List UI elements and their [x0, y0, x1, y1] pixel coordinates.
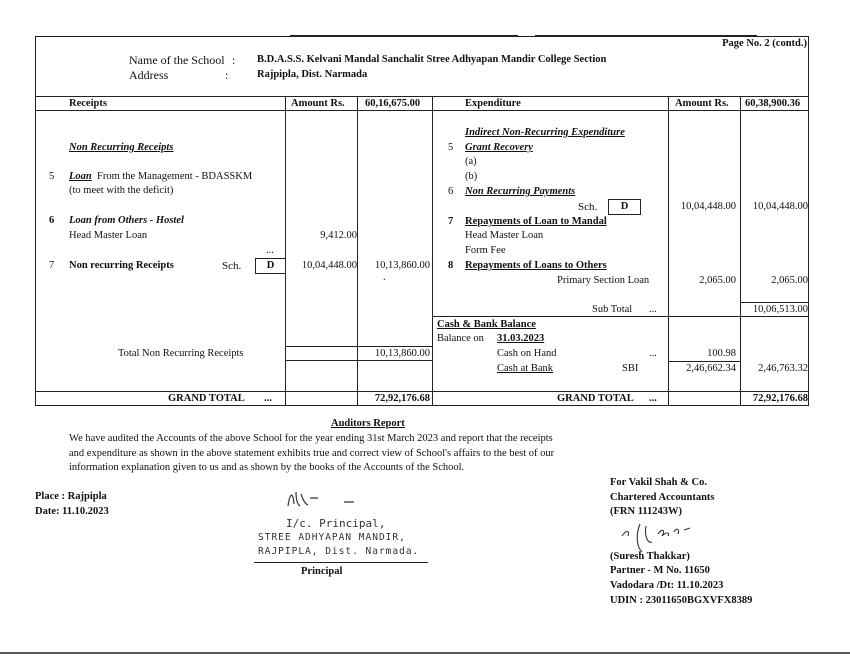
receipt-total-value: 10,13,860.00: [374, 348, 430, 359]
receipt-item7-no: 7: [49, 260, 55, 271]
receipt-item6-no: 6: [49, 215, 55, 226]
col-amount-expenditure: Amount Rs.: [675, 98, 729, 109]
vrule-exp-total: [740, 96, 741, 406]
exp-item6-amount: 10,04,448.00: [680, 201, 736, 212]
exp-item8-amount: 2,065.00: [699, 275, 736, 286]
stamp-line3: RAJPIPLA, Dist. Narmada.: [258, 546, 420, 557]
auditor-signature: [618, 522, 708, 554]
auditor-name: (Suresh Thakkar): [610, 551, 690, 562]
receipt-grand-total-value: 72,92,176.68: [374, 393, 430, 404]
subtotal-rule-bottom: [432, 316, 809, 317]
col-expenditure: Expenditure: [465, 98, 521, 109]
receipt-item7-label: Non recurring Receipts: [69, 260, 174, 271]
vrule-middle: [432, 96, 433, 406]
exp-grand-total-value: 72,92,176.68: [752, 393, 808, 404]
date: Date: 11.10.2023: [35, 506, 109, 517]
school-label: Name of the School: [129, 53, 225, 67]
school-name: B.D.A.S.S. Kelvani Mandal Sanchalit Stree Adhyapan Mandir College Section: [257, 54, 607, 65]
auditors-line2: and expenditure as shown in the above statement exhibits true and correct view of School's affairs to the best of our: [69, 448, 555, 459]
exp-item5-a: (a): [465, 156, 477, 167]
receipt-item5-sub: (to meet with the deficit): [69, 185, 174, 196]
auditors-line3: information explanation given to us and as shown by the books of the Accounts of the School.: [69, 462, 465, 473]
exp-item8-sub: Primary Section Loan: [557, 275, 650, 286]
cash-sum-rule: [668, 361, 740, 362]
column-head-rule: [35, 110, 809, 111]
subtotal-dots: ...: [649, 304, 657, 315]
exp-item6-label: Non Recurring Payments: [465, 186, 576, 197]
receipt-item5: [69, 171, 252, 182]
firm-frn: (FRN 111243W): [610, 506, 683, 517]
cash-at-bank-label: Cash at Bank: [497, 363, 553, 374]
bank-name: SBI: [622, 363, 639, 374]
expenditure-heading: Indirect Non-Recurring Expenditure: [465, 127, 625, 138]
partner-info: Partner - M No. 11650: [610, 565, 710, 576]
place-date-right: Vadodara /Dt: 11.10.2023: [610, 580, 724, 591]
receipt-grand-total-dots: ...: [264, 393, 272, 404]
receipt-item6-amount: 9,412.00: [320, 230, 357, 241]
firm-name: For Vakil Shah & Co.: [610, 477, 707, 488]
subtotal-value: 10,06,513.00: [752, 304, 808, 315]
stamp-line2: STREE ADHYAPAN MANDIR,: [258, 532, 406, 543]
principal-label: Principal: [301, 566, 343, 577]
receipt-item5-text: From the Management - BDASSKM: [97, 171, 253, 182]
principal-signature: [284, 488, 364, 512]
receipt-dots: ...: [266, 245, 274, 256]
receipt-tick-mark: .: [383, 272, 386, 283]
bottom-scan-edge: [0, 652, 850, 654]
subtotal-label: Sub Total: [592, 304, 633, 315]
school-colon: :: [232, 53, 236, 67]
exp-item8-label: Repayments of Loans to Others: [465, 260, 607, 271]
exp-item7-sub2: Form Fee: [465, 245, 506, 256]
col-amount-receipts: Amount Rs.: [291, 98, 345, 109]
exp-item5-no: 5: [448, 142, 454, 153]
exp-schedule-box: D: [608, 199, 641, 215]
page-number: Page No. 2 (contd.): [722, 38, 807, 49]
auditors-line1: We have audited the Accounts of the above School for the year ending 31st March 2023 and report that the receipts: [69, 433, 553, 444]
receipt-total-rule-top: [285, 346, 432, 347]
firm-title: Chartered Accountants: [610, 492, 715, 503]
receipt-schedule-box: D: [255, 258, 286, 274]
auditors-report-title: Auditors Report: [331, 418, 405, 429]
cash-total-value: 2,46,763.32: [758, 363, 808, 374]
cash-bank-heading: Cash & Bank Balance: [437, 319, 536, 330]
receipt-item5-label: Loan: [69, 171, 92, 182]
stamp-line1: I/c. Principal,: [286, 517, 386, 530]
exp-item7-label: Repayments of Loan to Mandal: [465, 216, 607, 227]
balance-on-label: Balance on: [437, 333, 484, 344]
exp-item6-no: 6: [448, 186, 454, 197]
receipt-item5-no: 5: [49, 171, 55, 182]
receipt-item7-sch: Sch.: [222, 260, 242, 272]
receipt-item7-amount: 10,04,448.00: [301, 260, 357, 271]
principal-rule: [254, 562, 428, 563]
address-colon: :: [225, 68, 229, 82]
address-value: Rajpipla, Dist. Narmada: [257, 69, 368, 80]
exp-item5-label: Grant Recovery: [465, 142, 533, 153]
exp-item5-b: (b): [465, 171, 478, 182]
col-receipts-total: 60,16,675.00: [365, 98, 421, 109]
udin: UDIN : 23011650BGXVFX8389: [610, 595, 753, 606]
receipt-item7-total: 10,13,860.00: [374, 260, 430, 271]
exp-item7-sub1: Head Master Loan: [465, 230, 544, 241]
address-label: Address: [129, 68, 169, 82]
receipt-item6-label: Loan from Others - Hostel: [69, 215, 184, 226]
cash-on-hand-label: Cash on Hand: [497, 348, 557, 359]
subtotal-rule-top: [740, 302, 809, 303]
exp-item6-total: 10,04,448.00: [752, 201, 808, 212]
exp-item8-no: 8: [448, 260, 454, 271]
vrule-exp-amount: [668, 96, 669, 406]
place: Place : Rajpipla: [35, 491, 107, 502]
balance-date: 31.03.2023: [497, 333, 545, 344]
receipt-total-label: Total Non Recurring Receipts: [118, 348, 244, 359]
receipt-total-rule-bottom: [285, 360, 432, 361]
cash-at-bank-value: 2,46,662.34: [686, 363, 736, 374]
exp-item8-total: 2,065.00: [771, 275, 808, 286]
receipt-grand-total-label: GRAND TOTAL: [168, 393, 245, 404]
col-receipts: Receipts: [69, 98, 107, 109]
cash-on-hand-value: 100.98: [707, 348, 736, 359]
exp-grand-total-dots: ...: [649, 393, 657, 404]
exp-item6-sch: Sch.: [578, 201, 598, 213]
exp-item7-no: 7: [448, 216, 454, 227]
receipts-heading: Non Recurring Receipts: [69, 142, 174, 153]
exp-grand-total-label: GRAND TOTAL: [557, 393, 634, 404]
cash-on-hand-dots: ...: [649, 348, 657, 359]
receipt-item6-sub: Head Master Loan: [69, 230, 148, 241]
col-expenditure-total: 60,38,900.36: [745, 98, 801, 109]
